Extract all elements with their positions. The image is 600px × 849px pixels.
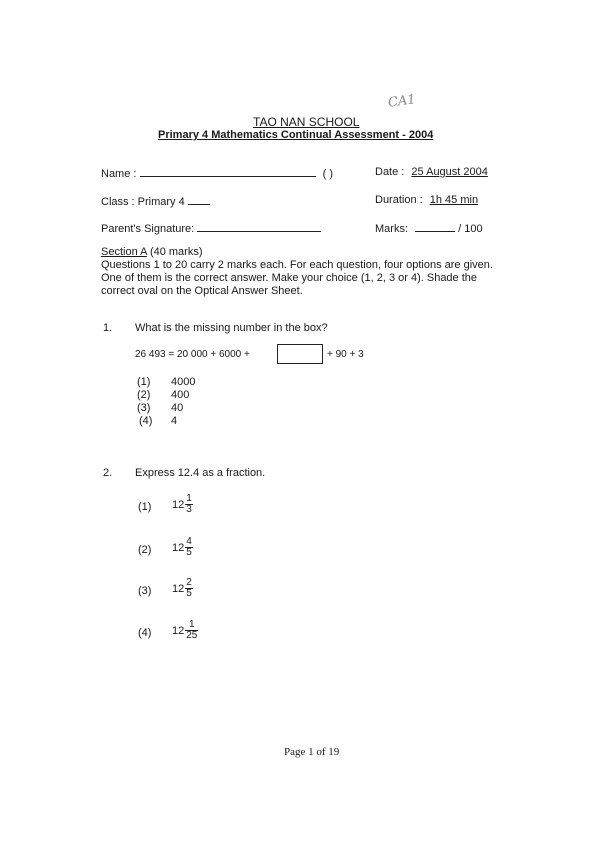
- fraction-denominator: 3: [186, 504, 192, 515]
- duration-value: 1h 45 min: [429, 194, 479, 206]
- fraction-whole: 12: [172, 541, 185, 554]
- fraction-numerator: 1: [189, 619, 195, 630]
- signature-line[interactable]: [197, 221, 321, 232]
- q1-option-label: (1): [137, 376, 151, 388]
- signature-field[interactable]: [101, 221, 321, 235]
- q1-text: What is the missing number in the box?: [135, 322, 328, 334]
- marks-label: Marks:: [375, 223, 408, 235]
- q2-text: Express 12.4 as a fraction.: [135, 467, 266, 479]
- handwritten-annotation: CA1: [387, 92, 417, 111]
- q1-option-label: (2): [137, 389, 151, 401]
- name-line[interactable]: [140, 166, 316, 177]
- page-number: Page 1 of 19: [284, 746, 340, 758]
- fraction-whole: 12: [172, 624, 185, 637]
- q1-option-3[interactable]: [137, 402, 184, 414]
- q2-option-3-fraction: [172, 578, 193, 599]
- date-field: [375, 166, 488, 178]
- q2-option-2-fraction: [172, 537, 193, 558]
- q1-option-label: (3): [137, 402, 151, 414]
- section-title: Section A: [101, 246, 147, 258]
- q2-option-3-label[interactable]: (3): [138, 585, 152, 597]
- date-label: Date :: [375, 166, 405, 178]
- q2-number: 2.: [103, 467, 113, 479]
- q1-option-value: 400: [171, 389, 190, 401]
- class-line[interactable]: [188, 194, 210, 205]
- class-label: Class : Primary 4: [101, 196, 185, 208]
- section-marks: (40 marks): [149, 246, 203, 258]
- fraction-whole: 12: [172, 582, 185, 595]
- duration-field: [375, 194, 478, 206]
- q1-option-4[interactable]: [139, 415, 178, 427]
- q2-option-1-label[interactable]: (1): [138, 501, 152, 513]
- q1-equation-left: 26 493 = 20 000 + 6000 +: [135, 349, 250, 360]
- instruction-line-3: correct oval on the Optical Answer Sheet.: [101, 285, 303, 297]
- q1-number: 1.: [103, 322, 113, 334]
- page-title: Primary 4 Mathematics Continual Assessment - 2004: [158, 129, 434, 141]
- duration-label: Duration :: [375, 194, 423, 206]
- fraction-numerator: 2: [186, 577, 192, 588]
- class-field[interactable]: [101, 194, 210, 208]
- instruction-line-1: Questions 1 to 20 carry 2 marks each. For each question, four options are given.: [101, 259, 493, 271]
- marks-field[interactable]: [375, 221, 483, 235]
- q1-option-value: 40: [171, 402, 184, 414]
- fraction-denominator: 5: [186, 547, 192, 558]
- fraction-numerator: 4: [186, 536, 192, 547]
- q1-answer-box: [277, 344, 323, 364]
- q1-option-value: 4: [171, 415, 178, 427]
- fraction-denominator: 25: [186, 630, 198, 641]
- q2-option-1-fraction: [172, 494, 193, 515]
- q1-option-value: 4000: [171, 376, 196, 388]
- instruction-line-2: One of them is the correct answer. Make your choice (1, 2, 3 or 4). Shade the: [101, 272, 478, 284]
- school-name: TAO NAN SCHOOL: [253, 115, 360, 129]
- fraction-numerator: 1: [186, 493, 192, 504]
- fraction-denominator: 5: [186, 588, 192, 599]
- marks-total: / 100: [458, 223, 483, 235]
- register-number-paren: ( ): [322, 168, 333, 180]
- name-field[interactable]: [101, 166, 333, 180]
- q1-option-1[interactable]: [137, 376, 196, 388]
- date-value: 25 August 2004: [411, 166, 488, 178]
- name-label: Name :: [101, 168, 137, 180]
- q2-option-4-fraction: [172, 620, 198, 641]
- fraction-whole: 12: [172, 498, 185, 511]
- q2-option-2-label[interactable]: (2): [138, 544, 152, 556]
- marks-line[interactable]: [415, 221, 455, 232]
- q1-option-2[interactable]: [137, 389, 190, 401]
- q1-option-label: (4): [139, 415, 153, 427]
- q2-option-4-label[interactable]: (4): [138, 627, 152, 639]
- section-heading: [101, 246, 203, 258]
- q1-equation-right: + 90 + 3: [327, 349, 364, 360]
- signature-label: Parent's Signature:: [101, 223, 195, 235]
